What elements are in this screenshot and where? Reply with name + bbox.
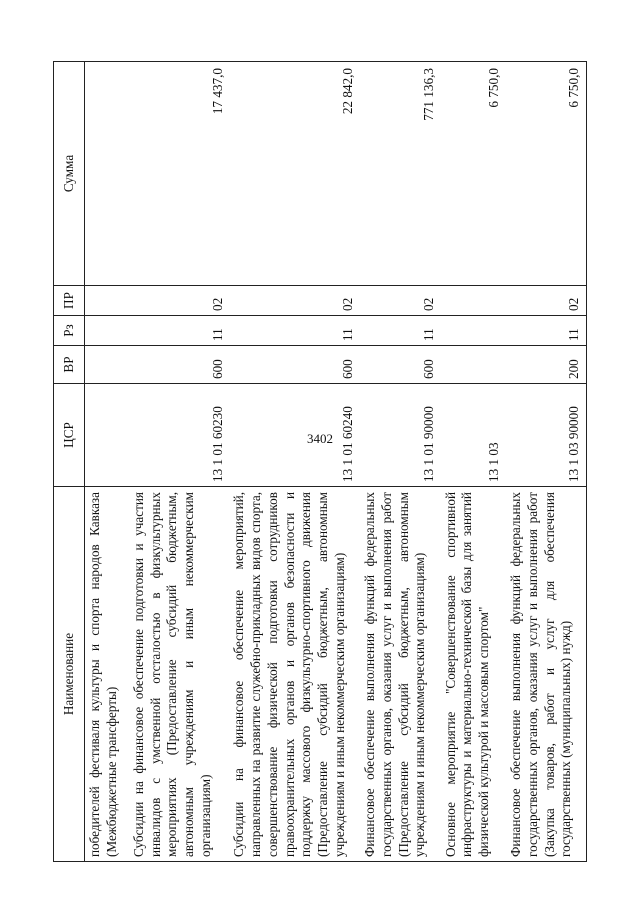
row-pr <box>441 286 506 316</box>
table-row <box>360 62 440 862</box>
row-sum: 771 136,3 <box>360 62 440 286</box>
header-pr: ПР <box>54 286 85 316</box>
row-rz <box>85 316 129 346</box>
table-row <box>229 62 360 862</box>
header-csr: ЦСР <box>54 384 85 487</box>
row-vr <box>85 346 129 384</box>
table-row <box>129 62 230 862</box>
row-sum: 22 842,0 <box>229 62 360 286</box>
table-header-row <box>54 62 85 862</box>
row-name: Основное мероприятие "Совершенствование спортивной инфраструктуры и материально-технической базы для занятий физической культурой и массовым спортом" <box>441 487 506 862</box>
row-pr: 02 <box>129 286 230 316</box>
row-vr: 200 <box>506 346 587 384</box>
row-name: Финансовое обеспечение выполнения функций федеральных государственных органов, оказания услуг и выполнения работ (Закупка товаров, работ и услуг для обеспечения государственных (муниципальных) нужд) <box>506 487 587 862</box>
header-vr: ВР <box>54 346 85 384</box>
row-csr: 13 1 03 <box>441 384 506 487</box>
row-sum <box>85 62 129 286</box>
header-sum: Сумма <box>54 62 85 286</box>
row-pr <box>85 286 129 316</box>
row-rz: 11 <box>129 316 230 346</box>
header-rz: Рз <box>54 316 85 346</box>
row-sum: 6 750,0 <box>441 62 506 286</box>
row-rz <box>441 316 506 346</box>
table-row <box>506 62 587 862</box>
table-row <box>85 62 129 862</box>
row-csr <box>85 384 129 487</box>
row-vr: 600 <box>229 346 360 384</box>
row-csr: 13 1 01 90000 <box>360 384 440 487</box>
row-sum: 6 750,0 <box>506 62 587 286</box>
row-name: Субсидии на финансовое обеспечение подготовки и участия инвалидов с умственной отсталостью в физкультурных мероприятиях (Предоставление субсидий бюджетным, автономным учреждениям и иным некоммерческим организациям) <box>129 487 230 862</box>
row-pr: 02 <box>506 286 587 316</box>
row-vr: 600 <box>360 346 440 384</box>
row-rz: 11 <box>360 316 440 346</box>
row-pr: 02 <box>360 286 440 316</box>
page-number: 3402 <box>307 431 333 446</box>
row-rz: 11 <box>506 316 587 346</box>
row-csr: 13 1 03 90000 <box>506 384 587 487</box>
row-sum: 17 437,0 <box>129 62 230 286</box>
row-rz: 11 <box>229 316 360 346</box>
row-name: Субсидии на финансовое обеспечение мероприятий, направленных на развитие служебно-прикладных видов спорта, совершенствование физической подготовки сотрудников правоохранительных органов и органов безопасности и поддержку массового физкультурно-спортивного движения (Предоставление субсидий бюджетным, автономным учреждениям и иным некоммерческим организациям) <box>229 487 360 862</box>
row-vr <box>441 346 506 384</box>
rotated-table-wrapper <box>53 62 587 862</box>
row-pr: 02 <box>229 286 360 316</box>
header-name: Наименование <box>54 487 85 862</box>
row-csr: 13 1 01 60230 <box>129 384 230 487</box>
row-name: победителей фестиваля культуры и спорта народов Кавказа (Межбюджетные трансферты) <box>85 487 129 862</box>
row-csr: 13 1 01 60240 <box>229 384 360 487</box>
row-vr: 600 <box>129 346 230 384</box>
table-row <box>441 62 506 862</box>
row-name: Финансовое обеспечение выполнения функций федеральных государственных органов, оказания услуг и выполнения работ (Предоставление субсидий бюджетным, автономным учреждениям и иным некоммерческим организациям) <box>360 487 440 862</box>
budget-table <box>53 61 587 862</box>
